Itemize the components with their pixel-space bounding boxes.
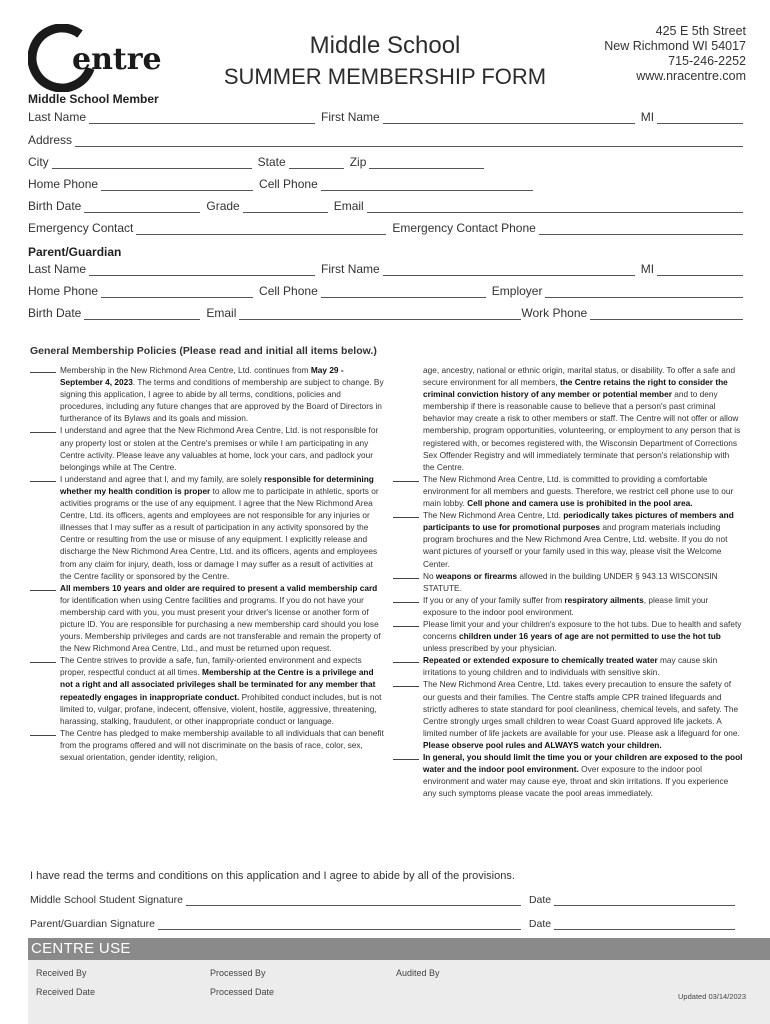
label-zip: Zip (349, 155, 367, 169)
label-cell-phone: Cell Phone (259, 177, 318, 191)
policies-heading: General Membership Policies (Please read and initial all items below.) (30, 345, 377, 357)
label-emergency-contact: Emergency Contact (28, 221, 134, 235)
label-home-phone: Home Phone (28, 284, 99, 298)
agreement-statement: I have read the terms and conditions on this application and I agree to abide by all of the provisions. (30, 870, 515, 882)
guardian-email-field[interactable] (239, 308, 521, 320)
label-processed-by: Processed By (210, 968, 266, 978)
label-first-name: First Name (321, 110, 380, 124)
label-address: Address (28, 133, 73, 147)
member-first-name-field[interactable] (383, 112, 635, 124)
initial-field[interactable] (393, 570, 419, 579)
member-cell-phone-field[interactable] (321, 179, 533, 191)
policy-item: No weapons or firearms allowed in the building UNDER § 943.13 WISCONSIN STATUTE. (393, 570, 743, 594)
label-grade: Grade (206, 199, 240, 213)
initial-field[interactable] (393, 473, 419, 482)
policy-item: Please limit your and your children's exposure to the hot tubs. Due to health and safety concerns children under 16 years of age are not permitted to use the hot tub unless prescribed by your physician. (393, 618, 743, 654)
label-received-date: Received Date (36, 987, 96, 997)
member-emergency-row (28, 219, 743, 235)
initial-field[interactable] (393, 654, 419, 663)
member-birth-date-field[interactable] (84, 201, 200, 213)
member-address-row (28, 131, 743, 147)
member-address-field[interactable] (75, 135, 743, 147)
label-last-name: Last Name (28, 262, 87, 276)
student-signature-row (30, 892, 735, 906)
label-city: City (28, 155, 49, 169)
student-signature-field[interactable] (186, 896, 521, 906)
label-mi: MI (640, 262, 655, 276)
form-title-line2: SUMMER MEMBERSHIP FORM (223, 64, 547, 89)
label-date: Date (528, 918, 552, 930)
member-city-row (28, 153, 743, 169)
label-cell-phone: Cell Phone (259, 284, 318, 298)
label-received-by: Received By (36, 968, 87, 978)
policy-item: The Centre has pledged to make membership available to all individuals that can benefit from the programs offered and will not discriminate on the basis of race, color, sex, sexual orientation, gender identity, religion, (30, 727, 385, 763)
policy-item: I understand and agree that the New Richmond Area Centre, Ltd. is not responsible for any property lost or stolen at the Centre's premises or while I am participating in any Centre activity. Please leave any valuables at home, lock your cars, and padlock your belongings while at The Centre. (30, 424, 385, 472)
member-emergency-contact-field[interactable] (136, 223, 386, 235)
phone-number: 715-246-2252 (668, 54, 746, 68)
guardian-signature-field[interactable] (158, 920, 521, 930)
initial-field[interactable] (30, 654, 56, 663)
centre-use-title: CENTRE USE (31, 940, 131, 957)
member-section-title: Middle School Member (28, 92, 159, 106)
policy-item: Membership in the New Richmond Area Centre, Ltd. continues from May 29 - September 4, 2023. The terms and conditions of membership are subject to change. By signing this application, I agree to abide by all terms, conditions, policies and procedures, including any future changes that are approved by the Board of Directors in furtherance of its Bylaws and its goals and mission. (30, 364, 385, 424)
guardian-signature-row (30, 916, 735, 930)
policy-item: All members 10 years and older are required to present a valid membership card for identification when using Centre facilities and programs. If you do not have your membership card with you, you must present your driver's license or another form of picture ID. You are responsible for purchasing a new membership card should you lose yours. Membership privileges and cards are not transferable and remain the property of the New Richmond Area Centre, Ltd., and must be returned upon request. (30, 582, 385, 655)
policy-item: The Centre strives to provide a safe, fun, family-oriented environment and expects proper, respectful conduct at all times. Membership at the Centre is a privilege and not a right and all associated privileges shall be terminated for any member that repeatedly engages in inappropriate conduct. Prohibited conduct includes, but is not limited to, vulgar, profane, indecent, offensive, violent, hostile, aggressive, threatening, harassing, stalking, fraudulent, or other inappropriate conduct or language. (30, 654, 385, 727)
initial-field[interactable] (30, 727, 56, 736)
initial-field[interactable] (393, 678, 419, 687)
policy-item: In general, you should limit the time you or your children are exposed to the pool water and the indoor pool environment. Over exposure to the indoor pool environment and water may cause eye, throat and skin irritations. If you experience any such symptoms please vacate the pool areas immediately. (393, 751, 743, 799)
label-guardian-signature: Parent/Guardian Signature (30, 918, 155, 930)
label-state: State (257, 155, 286, 169)
guardian-home-phone-field[interactable] (101, 286, 253, 298)
member-name-row (28, 108, 743, 124)
member-grade-field[interactable] (243, 201, 328, 213)
updated-date: Updated 03/14/2023 (678, 992, 746, 1001)
guardian-work-phone-field[interactable] (590, 308, 743, 320)
policy-item: I understand and agree that I, and my family, are solely responsible for determining whether my health condition is proper to allow me to participate in athletic, sports or activities programs or the use of any equipment. I agree that the New Richmond Area Centre, Ltd. its officers, agents and employees are not responsible for any injuries or illnesses that I may suffer as a result of participation in any activity sponsored by the Centre or resulting from the use or misuse of any equipment. I explicitly release and discharge the New Richmond Area Centre, Ltd. and its officers, agents and employees from any claim for injury, death, loss or damage I may suffer as a result of activities at the Centre facility or sponsored by the Centre. (30, 473, 385, 582)
member-zip-field[interactable] (369, 157, 484, 169)
initial-field[interactable] (393, 594, 419, 603)
form-title-line1: Middle School (309, 32, 461, 59)
label-last-name: Last Name (28, 110, 87, 124)
label-emergency-contact-phone: Emergency Contact Phone (392, 221, 536, 235)
member-mi-field[interactable] (657, 112, 743, 124)
guardian-last-name-field[interactable] (89, 264, 315, 276)
member-city-field[interactable] (52, 157, 252, 169)
member-emergency-phone-field[interactable] (539, 223, 743, 235)
policy-item: The New Richmond Area Centre, Ltd. takes every precaution to ensure the safety of our guests and their families. The Centre staffs ample CPR trained lifeguards and strictly adheres to state standard for pool cleanliness, chemical levels, and safety. The Centre strongly urges small children to wear Coast Guard approved life jackets. A limited number of life jackets are available for your use. Please ask a lifeguard for one. Please observe pool rules and ALWAYS watch your children. (393, 678, 743, 751)
guardian-birth-date-field[interactable] (84, 308, 200, 320)
policies-column-right (393, 364, 743, 799)
initial-field[interactable] (30, 424, 56, 433)
label-audited-by: Audited By (396, 968, 440, 978)
label-work-phone: Work Phone (521, 306, 588, 320)
address-street: 425 E 5th Street (655, 24, 746, 38)
label-student-signature: Middle School Student Signature (30, 894, 183, 906)
guardian-section-title: Parent/Guardian (28, 245, 122, 259)
guardian-first-name-field[interactable] (383, 264, 635, 276)
member-home-phone-field[interactable] (101, 179, 253, 191)
guardian-cell-phone-field[interactable] (321, 286, 486, 298)
label-first-name: First Name (321, 262, 380, 276)
initial-field[interactable] (30, 364, 56, 373)
guardian-name-row (28, 260, 743, 276)
label-birth-date: Birth Date (28, 306, 82, 320)
policy-item: The New Richmond Area Centre, Ltd. is committed to providing a comfortable environment for all members and guests. Therefore, we restrict cell phone use to our main lobby. Cell phone and camera use is prohibited in the pool area. (393, 473, 743, 509)
guardian-birth-row (28, 304, 743, 320)
centre-use-panel (28, 960, 770, 1024)
policy-item: If you or any of your family suffer from respiratory ailments, please limit your exposure to the indoor pool environment. (393, 594, 743, 618)
policies-column-left (30, 364, 385, 763)
label-birth-date: Birth Date (28, 199, 82, 213)
student-date-field[interactable] (554, 896, 735, 906)
label-home-phone: Home Phone (28, 177, 99, 191)
guardian-date-field[interactable] (554, 920, 735, 930)
label-date: Date (528, 894, 552, 906)
policy-item: Repeated or extended exposure to chemically treated water may cause skin irritations to young children and to individuals with sensitive skin. (393, 654, 743, 678)
member-birth-row (28, 197, 743, 213)
initial-field[interactable] (393, 751, 419, 760)
label-email: Email (333, 199, 364, 213)
initial-field[interactable] (393, 509, 419, 518)
initial-field[interactable] (30, 582, 56, 591)
centre-use-header (28, 938, 770, 960)
label-email: Email (206, 306, 237, 320)
centre-logo (28, 24, 178, 92)
guardian-phone-row (28, 282, 743, 298)
label-mi: MI (640, 110, 655, 124)
member-last-name-field[interactable] (89, 112, 315, 124)
member-phone-row (28, 175, 743, 191)
policy-item: The New Richmond Area Centre, Ltd. periodically takes pictures of members and participants to use for promotional purposes and program materials including program brochures and the New Richmond Area Centre, Ltd. website. If you do not want pictures of yourself or your family used in this way, please visit the Welcome Center. (393, 509, 743, 569)
policy-item-continued: age, ancestry, national or ethnic origin, marital status, or disability. To offer a safe and secure environment for all members, the Centre retains the right to consider the criminal conviction history of any member or potential member and to deny membership if there is reasonable cause to believe that a person's past criminal behavior may create a risk to other members or staff. The Centre will not offer or allow membership, program opportunities, volunteering, or employment to any person that is registered with, or becomes registered with, the Wisconsin Department of Corrections Sex Offender Registry and will immediately terminate that person's relationship with the Centre. (423, 365, 741, 472)
website: www.nracentre.com (636, 69, 746, 83)
label-employer: Employer (491, 284, 543, 298)
member-state-field[interactable] (289, 157, 344, 169)
address-city: New Richmond WI 54017 (604, 39, 746, 53)
guardian-employer-field[interactable] (545, 286, 743, 298)
svg-text:entre: entre (72, 42, 162, 77)
initial-field[interactable] (30, 473, 56, 482)
guardian-mi-field[interactable] (657, 264, 743, 276)
initial-field[interactable] (393, 618, 419, 627)
label-processed-date: Processed Date (210, 987, 275, 997)
member-email-field[interactable] (367, 201, 743, 213)
